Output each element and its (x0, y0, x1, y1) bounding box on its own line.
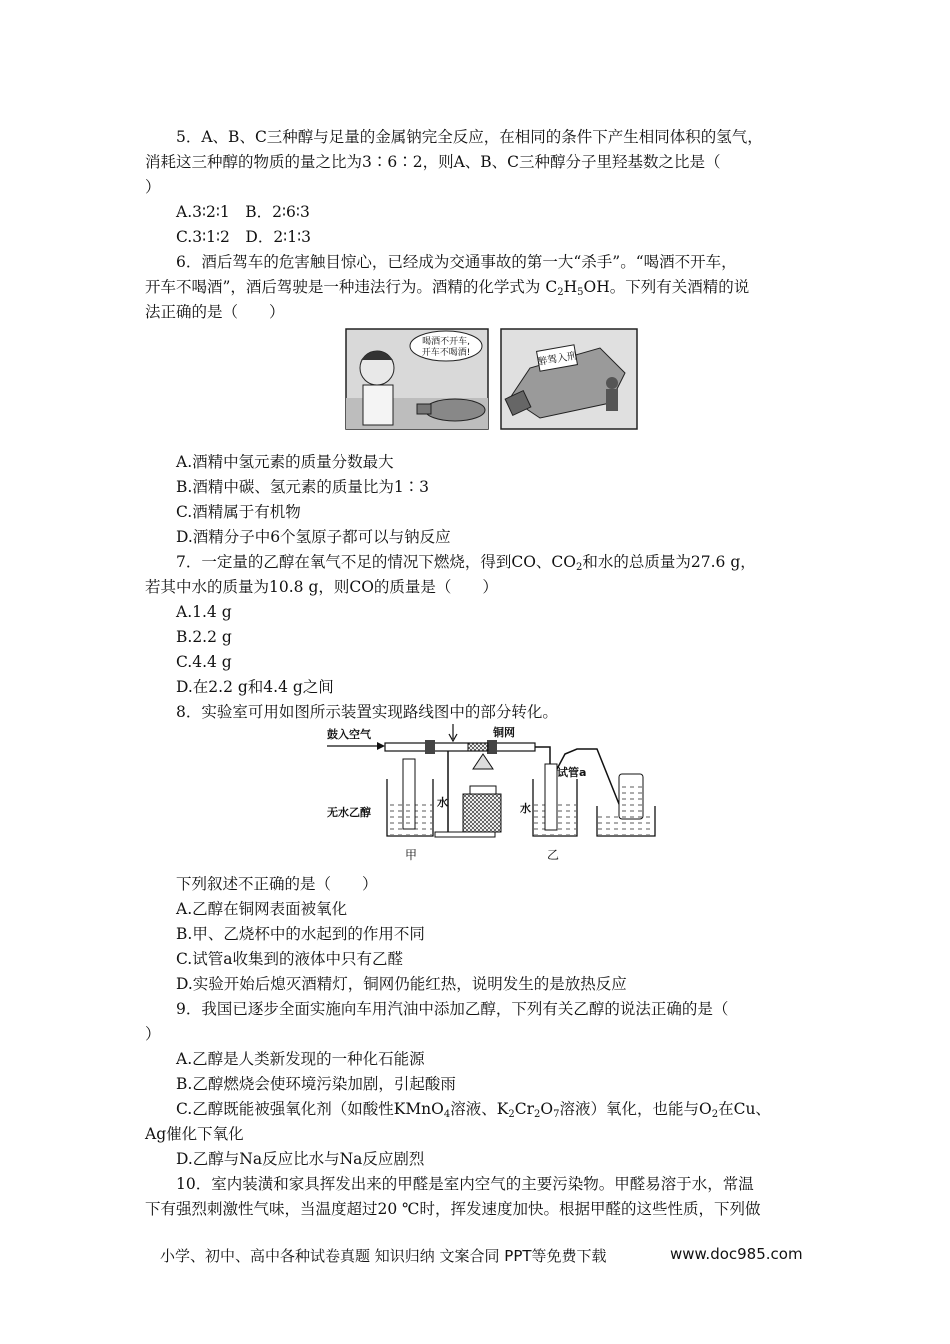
label-tube-a: 试管a (557, 766, 587, 779)
q7-option-a: A.1.4 g (176, 603, 232, 621)
q9-option-c-line-2: Ag催化下氧化 (145, 1125, 244, 1143)
q6-option-a: A.酒精中氢元素的质量分数最大 (176, 453, 394, 471)
q7-option-d: D.在2.2 g和4.4 g之间 (176, 678, 334, 696)
q7-option-c: C.4.4 g (176, 653, 232, 671)
label-water-2: 水 (520, 802, 531, 815)
label-yi: 乙 (547, 848, 560, 862)
q5-options-1: A.3∶2∶1 B．2∶6∶3 (176, 203, 310, 221)
q9-option-b: B.乙醇燃烧会使环境污染加剧，引起酸雨 (176, 1075, 456, 1093)
q8-option-d: D.实验开始后熄灭酒精灯，铜网仍能红热，说明发生的是放热反应 (176, 975, 627, 993)
q5-line-2: 消耗这三种醇的物质的量之比为3∶6∶2，则A、B、C三种醇分子里羟基数之比是（ (145, 153, 721, 171)
q8-option-c: C.试管a收集到的液体中只有乙醛 (176, 950, 403, 968)
label-air: 鼓入空气 (327, 728, 371, 741)
label-ethanol: 无水乙醇 (327, 806, 371, 819)
q9-line-1: 9．我国已逐步全面实施向车用汽油中添加乙醇，下列有关乙醇的说法正确的是（ (176, 1000, 729, 1018)
q9-option-d: D.乙醇与Na反应比水与Na反应剧烈 (176, 1150, 425, 1168)
footer-url-link[interactable]: www.doc985.com (670, 1245, 803, 1263)
q6-option-d: D.酒精分子中6个氢原子都可以与钠反应 (176, 528, 451, 546)
q6-option-b: B.酒精中碳、氢元素的质量比为1∶3 (176, 478, 430, 496)
q7-option-b: B.2.2 g (176, 628, 232, 646)
q7-line-2: 若其中水的质量为10.8 g，则CO的质量是（ ） (145, 578, 498, 596)
q5-line-1: 5．A、B、C三种醇与足量的金属钠完全反应，在相同的条件下产生相同体积的氢气， (176, 128, 763, 146)
q9-line-2: ） (145, 1025, 161, 1043)
cartoon1-bubble-text-2: 开车不喝酒! (421, 348, 471, 358)
q9-option-a: A.乙醇是人类新发现的一种化石能源 (176, 1050, 425, 1068)
drunk-driving-cartoon-1 (345, 328, 489, 430)
drunk-driving-cartoon-2 (500, 328, 638, 430)
q9-option-c-line-1: C.乙醇既能被强氧化剂（如酸性KMnO$_4$溶液、$K_2Cr_2O_7$溶液）氧化，也能与$O_2$在Cu、 (176, 1100, 771, 1120)
q8-stem: 下列叙述不正确的是（ ） (176, 875, 378, 893)
q6-line-2: 开车不喝酒”，酒后驾驶是一种违法行为。酒精的化学式为 $C_2H_5OH$。下列有关酒精的说 (145, 278, 750, 298)
q10-line-2: 下有强烈刺激性气味，当温度超过20 ℃时，挥发速度加快。根据甲醛的这些性质，下列做 (145, 1200, 761, 1218)
label-jia: 甲 (405, 848, 418, 862)
apparatus-diagram (325, 724, 660, 864)
q6-line-1: 6．酒后驾车的危害触目惊心，已经成为交通事故的第一大“杀手”。“喝酒不开车， (176, 253, 737, 271)
footer-text: 小学、初中、高中各种试卷真题 知识归纳 文案合同 PPT等免费下载 (160, 1247, 607, 1265)
q7-line-1: 7．一定量的乙醇在氧气不足的情况下燃烧，得到CO、$CO_2$和水的总质量为27.6 g， (176, 553, 756, 573)
q5-options-2: C.3∶1∶2 D．2∶1∶3 (176, 228, 311, 246)
q5-line-3: ） (145, 178, 161, 196)
q6-option-c: C.酒精属于有机物 (176, 503, 301, 521)
cartoon1-bubble-text-1: 喝酒不开车, (422, 337, 470, 347)
label-water-1: 水 (437, 796, 448, 809)
q10-line-1: 10．室内装潢和家具挥发出来的甲醛是室内空气的主要污染物。甲醛易溶于水，常温 (176, 1175, 754, 1193)
footer (160, 1245, 820, 1266)
q8-option-b: B.甲、乙烧杯中的水起到的作用不同 (176, 925, 425, 943)
label-copper: 铜网 (493, 726, 515, 739)
q6-line-3: 法正确的是（ ） (145, 303, 285, 321)
cartoon2-label: 醉驾入刑 (536, 350, 578, 369)
q8-option-a: A.乙醇在铜网表面被氧化 (176, 900, 348, 918)
q8-line-1: 8．实验室可用如图所示装置实现路线图中的部分转化。 (176, 703, 558, 721)
